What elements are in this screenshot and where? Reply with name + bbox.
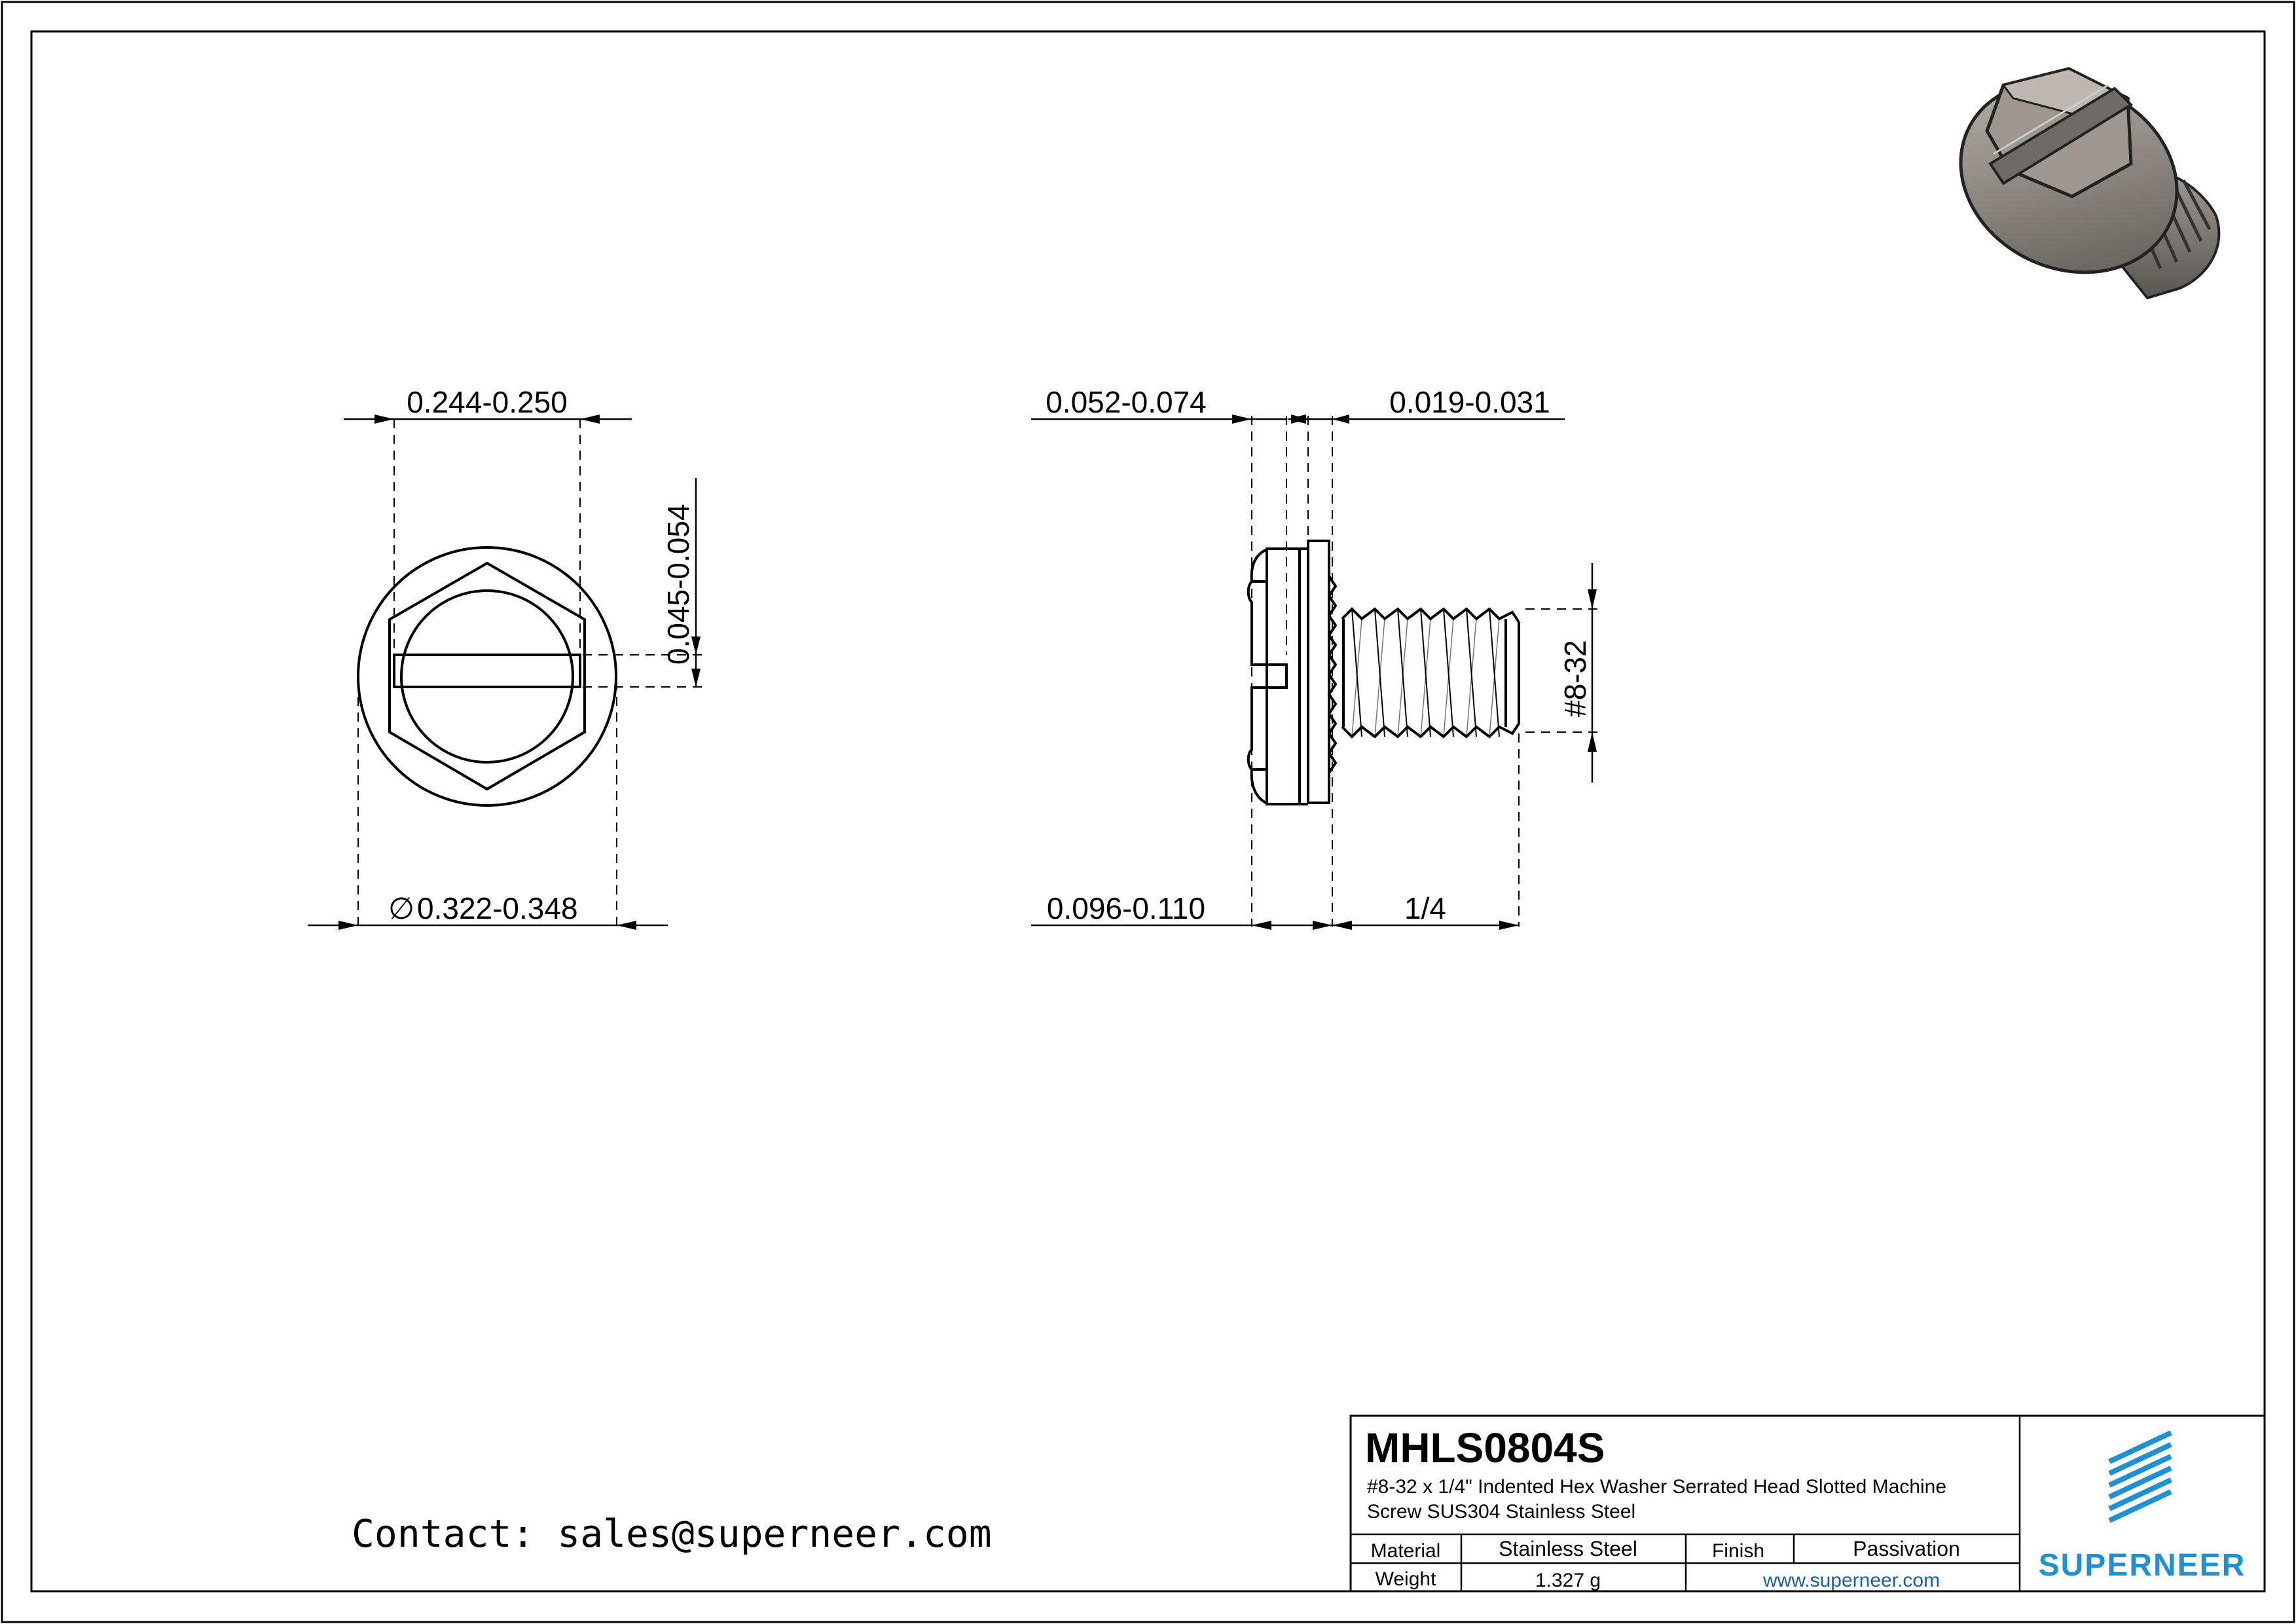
hex-head-profile	[1248, 549, 1286, 804]
washer-outline	[358, 547, 616, 805]
side-view	[1031, 385, 1604, 930]
contact-text: Contact: sales@superneer.com	[352, 1511, 992, 1556]
dim-washer-diameter: 0.322-0.348	[417, 891, 578, 925]
dim-screw-length: 1/4	[1404, 891, 1446, 925]
threaded-shank	[1342, 609, 1519, 737]
weight-label: Weight	[1375, 1568, 1436, 1590]
iso-render	[1929, 46, 2219, 306]
description-line2: Screw SUS304 Stainless Steel	[1367, 1501, 1636, 1522]
material-label: Material	[1370, 1540, 1441, 1562]
head-circle	[401, 591, 573, 762]
hex-outline	[390, 563, 585, 789]
inner-border	[31, 31, 2265, 1591]
description-line1: #8-32 x 1/4" Indented Hex Washer Serrated Head Slotted Machine	[1367, 1476, 1947, 1498]
dim-washer-thickness: 0.019-0.031	[1389, 385, 1550, 419]
material-value: Stainless Steel	[1499, 1537, 1637, 1560]
finish-label: Finish	[1711, 1540, 1765, 1562]
dim-hex-height: 0.052-0.074	[1046, 385, 1207, 419]
website-link[interactable]: www.superneer.com	[1762, 1570, 1941, 1591]
dim-slot-width: 0.045-0.054	[661, 504, 695, 665]
slot	[394, 655, 580, 687]
title-block	[1351, 1416, 2265, 1591]
part-number: MHLS0804S	[1365, 1424, 1605, 1471]
dim-head-height: 0.096-0.110	[1046, 891, 1206, 925]
weight-value: 1.327 g	[1535, 1570, 1601, 1591]
outer-border	[2, 2, 2294, 1622]
diameter-symbol: ∅	[388, 891, 415, 925]
brand-name: SUPERNEER	[2038, 1548, 2246, 1583]
dim-thread-size: #8-32	[1558, 640, 1592, 717]
finish-value: Passivation	[1853, 1537, 1960, 1560]
front-view	[308, 385, 707, 930]
dim-hex-across-flats: 0.244-0.250	[407, 385, 568, 419]
washer-flange	[1308, 541, 1329, 803]
